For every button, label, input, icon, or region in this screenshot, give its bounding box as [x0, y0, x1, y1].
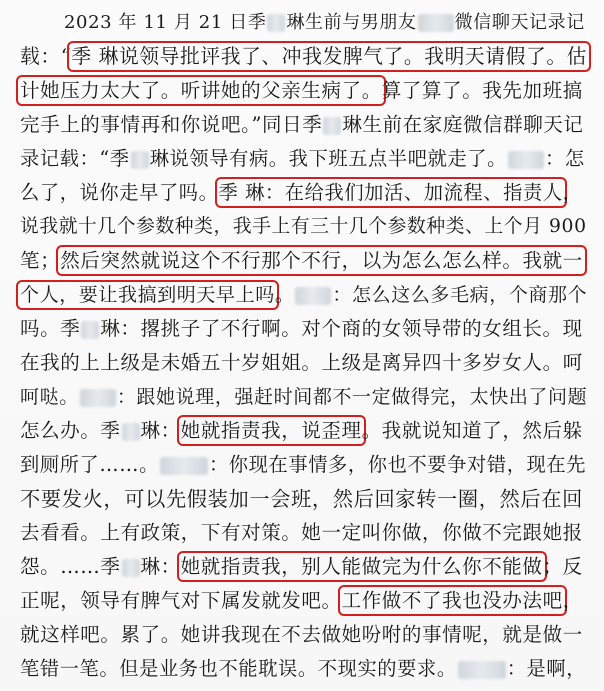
text-segment: 不要发火，可以先假装加一会班，然后回家转一圈，然后在回: [20, 487, 583, 511]
text-line: [20, 380, 588, 414]
text-segment: 笔；: [20, 249, 61, 272]
redaction-mark: [323, 117, 341, 135]
text-line: [20, 516, 588, 550]
text-segment: ，: [562, 181, 583, 204]
highlighted-quote: 然后突然就说这个不行那个不行，以为怎么怎么样。我就一: [60, 249, 583, 272]
redaction-mark: [122, 559, 140, 577]
redaction-mark: [458, 661, 506, 679]
highlighted-quote: 工作做不了我也没办法吧: [341, 589, 563, 612]
highlighted-quote: 计她压力太大了。听讲她的父亲生病了。: [20, 79, 382, 102]
text-line: [64, 6, 588, 40]
text-segment: 去看看。上有政策，下有对策。她一定叫你做，你做不完跟她报: [20, 521, 583, 544]
text-line: [20, 652, 588, 686]
redaction-mark: [80, 389, 116, 407]
text-line: [20, 74, 588, 108]
text-segment: 怎么办。季: [20, 419, 121, 442]
text-segment: 录记载：“季: [20, 147, 130, 170]
redaction-mark: [131, 151, 149, 169]
highlighted-quote: 她就指责我，别人能做完为什么你不能做: [180, 555, 543, 578]
text-line: [20, 618, 588, 652]
highlighted-quote: 季 琳说领导批评我了、冲我发脾气了。我明天请假了。估: [71, 45, 588, 68]
text-segment: ：跟她说理，强赶时间都不一定做得完，太快出了问题: [116, 386, 588, 408]
text-line: [20, 142, 588, 176]
text-segment: 琳生前在家庭微信群聊天记: [342, 113, 584, 136]
text-segment: 微信聊天记录记: [454, 12, 585, 33]
highlighted-quote: 季 琳：在给我们加活、加流程、指责人: [218, 181, 563, 204]
text-line: [20, 244, 588, 278]
text-segment: 吗。季: [20, 317, 81, 340]
redaction-mark: [122, 423, 140, 441]
text-segment: 在我的上上级是未婚五十岁姐姐。上级是离异四十多岁女人。呵: [20, 351, 583, 374]
text-line: [20, 346, 588, 380]
text-line: [20, 176, 588, 210]
redaction-mark: [267, 14, 285, 32]
text-segment: 。: [274, 284, 295, 306]
text-segment: ，: [562, 589, 583, 612]
text-line: [20, 414, 588, 448]
text-segment: 琳说领导有病。我下班五点半吧就走了。: [149, 147, 508, 170]
text-segment: 2023 年 11 月 21 日季: [64, 12, 267, 33]
text-line: [20, 550, 588, 584]
text-segment: 正呢，领导有脾气对下属发就发吧。: [20, 589, 342, 612]
text-line: [20, 278, 588, 312]
text-line: [20, 584, 588, 618]
text-segment: ：是啊，: [506, 657, 587, 680]
redaction-mark: [160, 457, 208, 475]
text-segment: 就这样吧。累了。她讲我现在不去做她吩咐的事情呢，就是做一: [20, 623, 583, 646]
text-line: [20, 312, 588, 346]
text-segment: 算了算了。我先加班搞: [381, 79, 583, 102]
text-segment: 琳：撂挑子了不行啊。对个商的女领导带的女组长。现: [100, 317, 583, 340]
text-segment: ；反: [542, 555, 583, 578]
text-segment: 怨。……季: [20, 555, 121, 578]
text-line: [20, 210, 588, 244]
text-segment: ：你现在事情多，你也不要争对错，现在先: [208, 453, 587, 476]
text-segment: 呵哒。: [20, 386, 79, 408]
text-line: [20, 448, 588, 482]
redaction-mark: [81, 321, 99, 339]
highlighted-quote: 她就指责我，说歪理: [180, 419, 362, 442]
text-segment: 载：“: [20, 45, 72, 68]
redaction-mark: [508, 151, 544, 169]
highlighted-quote: 个人，要让我搞到明天早上吗: [20, 284, 275, 306]
text-segment: ：怎么这么多毛病，个商那个: [332, 284, 588, 306]
text-segment: 琳：: [140, 555, 181, 578]
text-segment: 到厕所了……。: [20, 453, 159, 476]
text-line: [20, 40, 588, 74]
text-segment: 完手上的事情再和你说吧。”同日季: [20, 113, 323, 136]
text-line: [20, 108, 588, 142]
text-segment: ：怎: [545, 147, 585, 170]
redaction-mark: [295, 287, 331, 305]
text-segment: 说我就十几个参数种类，我手上有三十几个参数种类、上个月 900: [20, 216, 587, 237]
text-segment: 琳生前与男朋友: [286, 12, 417, 33]
text-segment: 琳：: [140, 419, 181, 442]
text-segment: 么了，说你走早了吗。: [20, 181, 219, 204]
text-segment: 。我就说知道了，然后躲: [361, 419, 583, 442]
text-segment: 笔错一笔。但是业务也不能耽误。不现实的要求。: [20, 657, 457, 680]
redaction-mark: [418, 14, 454, 32]
text-line: [20, 482, 588, 516]
